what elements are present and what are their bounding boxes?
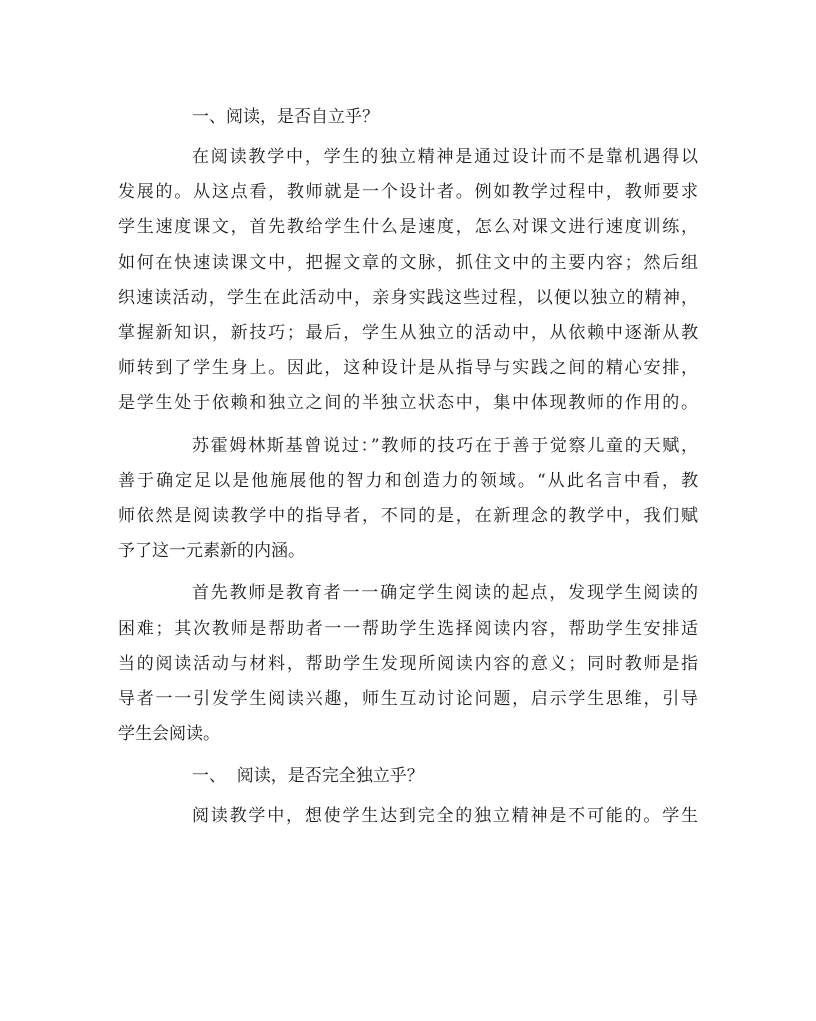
paragraph-3 (118, 576, 698, 752)
paragraph-line: 掌握新知识，新技巧；最后，学生从独立的活动中，从依赖中逐渐从教 (118, 323, 698, 344)
paragraph-line: 予了这一元素新的内涵。 (118, 541, 305, 562)
paragraph-line: 在阅读教学中，学生的独立精神是通过设计而不是靠机遇得以 (192, 147, 698, 167)
paragraph-4 (118, 799, 698, 834)
paragraph-line: 如何在快速读课文中，把握文章的文脉，抓住文中的主要内容；然后组 (118, 252, 698, 273)
document-page (118, 100, 698, 835)
paragraph-line: 苏霍姆林斯基曾说过：”教师的技巧在于善于觉察儿童的天赋， (192, 435, 698, 456)
paragraph-line: 是学生处于依赖和独立之间的半独立状态中，集中体现教师的作用的。 (118, 393, 698, 414)
section-heading-2: 一、 阅读，是否完全独立乎？ (192, 766, 424, 787)
paragraph-line: 善于确定足以是他施展他的智力和创造力的领域。“从此名言中看，教 (118, 470, 698, 491)
paragraph-1 (118, 140, 698, 422)
paragraph-line: 导者一一引发学生阅读兴趣，师生互动讨论问题，启示学生思维，引导 (118, 689, 698, 710)
paragraph-line: 发展的。从这点看，教师就是一个设计者。例如教学过程中，教师要求 (118, 182, 698, 203)
section-heading-1: 一、阅读，是否自立乎？ (192, 107, 379, 127)
paragraph-line: 阅读教学中，想使学生达到完全的独立精神是不可能的。学生 (192, 806, 698, 827)
paragraph-line: 困难；其次教师是帮助者一一帮助学生选择阅读内容，帮助学生安排适 (118, 618, 698, 639)
paragraph-line: 织速读活动，学生在此活动中，亲身实践这些过程，以便以独立的精神， (118, 287, 698, 308)
paragraph-line: 学生会阅读。 (118, 724, 220, 745)
paragraph-line: 师依然是阅读教学中的指导者，不同的是，在新理念的教学中，我们赋 (118, 506, 698, 527)
paragraph-2 (118, 429, 698, 570)
paragraph-line: 首先教师是教育者一一确定学生阅读的起点，发现学生阅读的 (192, 583, 698, 604)
paragraph-line: 师转到了学生身上。因此，这种设计是从指导与实践之间的精心安排， (118, 358, 698, 379)
paragraph-line: 当的阅读活动与材料，帮助学生发现所阅读内容的意义；同时教师是指 (118, 653, 698, 674)
paragraph-line: 学生速度课文，首先教给学生什么是速度，怎么对课文进行速度训练， (118, 217, 698, 238)
